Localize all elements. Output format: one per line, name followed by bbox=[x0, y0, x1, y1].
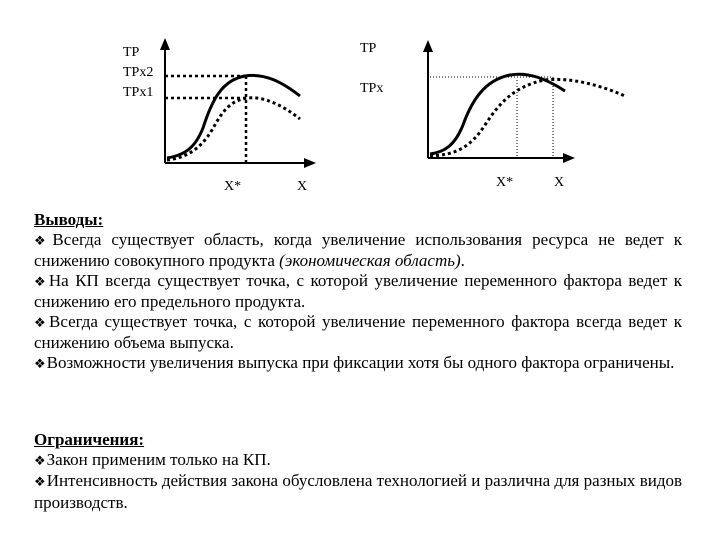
conclusion-item-3 bbox=[34, 312, 682, 353]
bullet-diamond-icon: ❖ bbox=[34, 233, 52, 249]
conclusion-item-4-text: Возможности увеличения выпуска при фиксации хотя бы одного фактора ограничены. bbox=[46, 352, 675, 372]
left-label-tpx1: TPx1 bbox=[123, 85, 154, 100]
conclusion-item-1 bbox=[34, 230, 682, 271]
bullet-diamond-icon: ❖ bbox=[34, 274, 48, 290]
conclusions-section bbox=[34, 210, 682, 374]
conclusion-item-2 bbox=[34, 271, 682, 312]
conclusion-item-1-italic: (экономическая область) bbox=[279, 251, 461, 270]
conclusion-item-1-tail: . bbox=[460, 251, 465, 270]
bullet-diamond-icon: ❖ bbox=[34, 356, 46, 372]
left-x-arrow bbox=[304, 158, 316, 168]
left-label-tpx2: TPx2 bbox=[123, 65, 154, 80]
bullet-diamond-icon: ❖ bbox=[34, 315, 48, 331]
right-label-tpx: TPx bbox=[360, 81, 384, 96]
left-label-x: X bbox=[297, 179, 308, 194]
left-label-xstar: X* bbox=[224, 179, 242, 194]
right-label-tp: TP bbox=[360, 41, 377, 56]
graphs-figure bbox=[0, 0, 720, 200]
limitation-item-2-text: Интенсивность действия закона обусловлена технологией и различна для разных видов производств. bbox=[34, 471, 683, 512]
right-curve-solid bbox=[430, 74, 565, 154]
limitations-heading: Ограничения: bbox=[34, 430, 145, 449]
right-curve-dotted bbox=[430, 79, 625, 156]
conclusion-item-2-text: На КП всегда существует точка, с которой увеличение переменного фактора ведет к снижению его предельного продукта. bbox=[34, 270, 682, 311]
conclusion-item-3-text: Всегда существует точка, с которой увеличение переменного фактора всегда ведет к снижению объема выпуска. bbox=[34, 311, 683, 352]
right-x-arrow bbox=[563, 153, 575, 163]
right-label-x: X bbox=[554, 175, 565, 190]
limitation-item-2 bbox=[34, 471, 682, 512]
right-y-arrow bbox=[423, 40, 433, 52]
bullet-diamond-icon: ❖ bbox=[34, 453, 46, 469]
limitations-section bbox=[34, 430, 682, 512]
limitation-item-1-text: Закон применим только на КП. bbox=[46, 449, 271, 469]
conclusions-heading: Выводы: bbox=[34, 210, 104, 229]
conclusion-item-1-text: Всегда существует область, когда увеличение использования ресурса не ведет к снижению совокупного продукта bbox=[34, 229, 682, 270]
right-graph bbox=[360, 40, 625, 190]
left-label-tp: TP bbox=[123, 45, 140, 60]
left-y-arrow bbox=[160, 38, 170, 50]
limitation-item-1 bbox=[34, 450, 682, 472]
right-label-xstar: X* bbox=[496, 175, 514, 190]
left-curve-tpx2 bbox=[167, 75, 300, 158]
conclusion-item-4 bbox=[34, 353, 682, 375]
left-graph bbox=[123, 38, 316, 194]
bullet-diamond-icon: ❖ bbox=[34, 475, 46, 490]
